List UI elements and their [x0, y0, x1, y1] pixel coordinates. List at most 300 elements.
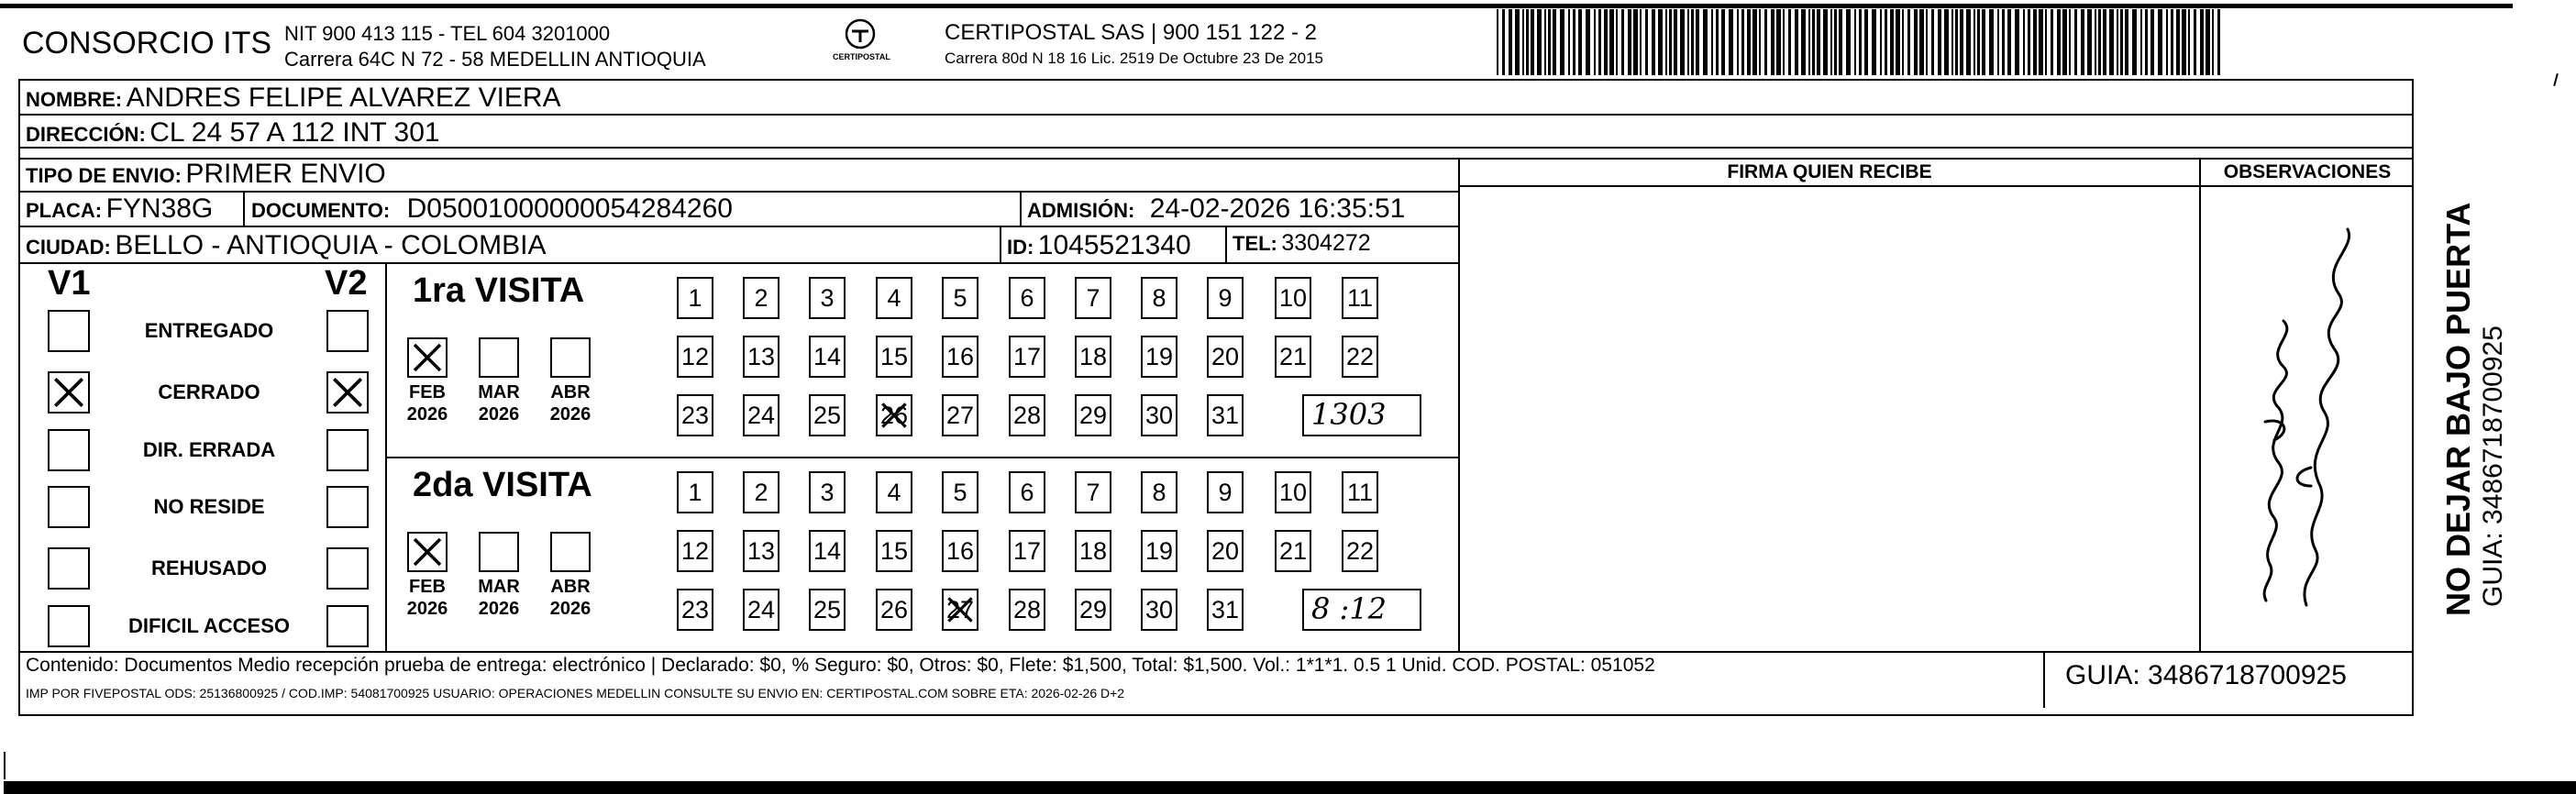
handwritten-time: 1303	[1302, 394, 1421, 436]
barcode-bar	[1776, 9, 1781, 75]
day-box[interactable]	[1275, 530, 1311, 572]
month-checkbox[interactable]	[479, 532, 519, 572]
day-box[interactable]	[942, 589, 978, 631]
barcode-bar	[2125, 9, 2128, 75]
barcode-bar	[1919, 9, 1924, 75]
barcode-bar	[1854, 9, 1856, 75]
barcode-bar	[1747, 9, 1751, 75]
barcode-bar	[1759, 9, 1761, 75]
barcode-bar	[2103, 9, 2106, 75]
barcode-bar	[1737, 9, 1739, 75]
barcode-bar	[1621, 9, 1624, 75]
footer-contenido: Contenido: Documentos Medio recepción prueba de entrega: electrónico | Declarado: $0, % Seguro: $0, Otros: $0, Flete: $1,500, Total: $1,500. Vol.: 1*1*1. 0.5 1 Unid. COD. POSTAL: 051052	[26, 655, 1655, 676]
v2-label: V2	[325, 264, 368, 303]
day-box[interactable]	[809, 394, 846, 436]
day-number: 20	[1211, 537, 1240, 565]
company-nit: NIT 900 413 115 - TEL 604 3201000	[284, 22, 611, 45]
barcode-bar	[2087, 9, 2092, 75]
barcode-bar	[1764, 9, 1767, 75]
day-number: 17	[1012, 343, 1042, 370]
barcode-bar	[1808, 9, 1810, 75]
x-mark-icon	[944, 590, 977, 629]
barcode-bar	[1509, 9, 1512, 75]
v1-checkbox[interactable]	[48, 371, 90, 414]
day-box[interactable]	[1009, 277, 1045, 319]
month-name: MAR	[478, 382, 520, 403]
v2-checkbox[interactable]	[326, 429, 369, 471]
barcode-bar	[1830, 9, 1832, 75]
day-number: 19	[1144, 343, 1174, 370]
ciudad-label: CIUDAD:	[26, 236, 111, 259]
barcode-bar	[1944, 9, 1949, 75]
day-box[interactable]	[942, 336, 978, 378]
barcode-bar	[1859, 9, 1862, 75]
barcode-bar	[2194, 9, 2196, 75]
day-box[interactable]	[809, 471, 846, 513]
tipo-row	[26, 159, 386, 190]
month-label	[471, 576, 526, 620]
day-number: 23	[680, 596, 710, 623]
day-box[interactable]	[677, 471, 713, 513]
day-box[interactable]	[942, 530, 978, 572]
barcode-bar	[1752, 9, 1757, 75]
month-name: FEB	[409, 577, 446, 597]
day-box[interactable]	[942, 471, 978, 513]
day-box[interactable]	[1075, 471, 1111, 513]
barcode	[1495, 9, 2228, 75]
barcode-bar	[1687, 9, 1689, 75]
day-box[interactable]	[1075, 394, 1111, 436]
day-number: 31	[1211, 402, 1240, 429]
barcode-bar	[1997, 9, 1999, 75]
day-number: 21	[1278, 343, 1308, 370]
barcode-bar	[1711, 9, 1713, 75]
barcode-bar	[1960, 9, 1963, 75]
barcode-bar	[1914, 9, 1918, 75]
day-box[interactable]	[1141, 471, 1177, 513]
day-box[interactable]	[1075, 589, 1111, 631]
barcode-bar	[1633, 9, 1638, 75]
barcode-bar	[1598, 9, 1601, 75]
x-mark-icon	[409, 339, 446, 376]
barcode-bar	[1955, 9, 1958, 75]
edge-mark	[2553, 73, 2559, 86]
month-label	[543, 576, 598, 620]
bottom-strip	[4, 781, 2576, 794]
barcode-bar	[2150, 9, 2154, 75]
day-box[interactable]	[743, 530, 779, 572]
day-box[interactable]	[1009, 589, 1045, 631]
day-box[interactable]	[1075, 336, 1111, 378]
barcode-bar	[1526, 9, 1529, 75]
day-box[interactable]	[677, 530, 713, 572]
barcode-bar	[1989, 9, 1994, 75]
barcode-bar	[1716, 9, 1719, 75]
barcode-bar	[1982, 9, 1985, 75]
month-label	[400, 381, 455, 425]
barcode-bar	[1907, 9, 1910, 75]
day-box[interactable]	[876, 471, 912, 513]
barcode-bar	[2188, 9, 2190, 75]
barcode-bar	[1691, 9, 1694, 75]
day-box[interactable]	[1275, 336, 1311, 378]
day-number: 4	[887, 479, 901, 506]
day-number: 28	[1012, 596, 1042, 623]
x-mark-icon	[50, 373, 88, 412]
day-number: 24	[746, 402, 776, 429]
day-number: 26	[879, 596, 909, 623]
x-mark-icon	[409, 534, 446, 570]
x-mark-icon	[328, 373, 367, 412]
month-checkbox[interactable]	[550, 337, 591, 378]
day-box[interactable]	[677, 336, 713, 378]
barcode-bar	[1834, 9, 1837, 75]
barcode-bar	[1926, 9, 1928, 75]
day-box[interactable]	[743, 471, 779, 513]
barcode-bar	[1890, 9, 1894, 75]
bottom-left-mark	[4, 752, 6, 779]
barcode-bar	[2158, 9, 2162, 75]
month-name: ABR	[550, 577, 591, 597]
v1-checkbox[interactable]	[48, 486, 90, 528]
month-year: 2026	[406, 599, 448, 619]
visit-divider	[385, 457, 1460, 458]
documento-label: DOCUMENTO:	[251, 199, 391, 222]
day-number: 1	[688, 284, 702, 312]
firma-header: FIRMA QUIEN RECIBE	[1727, 161, 1932, 182]
day-number: 19	[1144, 537, 1174, 565]
day-box[interactable]	[1207, 589, 1244, 631]
barcode-bar	[2109, 9, 2114, 75]
day-box[interactable]	[1075, 277, 1111, 319]
barcode-bar	[1497, 9, 1498, 75]
barcode-bar	[1537, 9, 1542, 75]
barcode-bar	[1502, 9, 1505, 75]
barcode-bar	[1640, 9, 1642, 75]
day-box[interactable]	[809, 589, 846, 631]
day-box[interactable]	[1141, 589, 1177, 631]
barcode-bar	[1544, 9, 1546, 75]
day-number: 25	[813, 402, 842, 429]
day-box[interactable]	[743, 277, 779, 319]
month-label	[543, 381, 598, 425]
barcode-bar	[2074, 9, 2077, 75]
day-number: 22	[1345, 537, 1375, 565]
day-box[interactable]	[677, 589, 713, 631]
barcode-bar	[1568, 9, 1570, 75]
barcode-bar	[2028, 9, 2030, 75]
direccion-value: CL 24 57 A 112 INT 301	[149, 117, 440, 148]
barcode-bar	[2176, 9, 2180, 75]
day-number: 29	[1078, 596, 1108, 623]
id-divider	[1000, 226, 1001, 262]
day-box[interactable]	[1207, 394, 1244, 436]
day-box[interactable]	[1075, 530, 1111, 572]
placa-divider	[243, 191, 245, 226]
barcode-bar	[1674, 9, 1677, 75]
top-border	[0, 4, 2513, 8]
day-number: 11	[1346, 284, 1374, 312]
day-box[interactable]	[743, 394, 779, 436]
day-box[interactable]	[942, 394, 978, 436]
barcode-bar	[1696, 9, 1699, 75]
day-box[interactable]	[1275, 471, 1311, 513]
day-number: 21	[1278, 537, 1308, 565]
barcode-bar	[2045, 9, 2047, 75]
v1-checkbox[interactable]	[48, 429, 90, 471]
day-box[interactable]	[1009, 336, 1045, 378]
barcode-bar	[1573, 9, 1575, 75]
day-box[interactable]	[809, 530, 846, 572]
barcode-bar	[1788, 9, 1791, 75]
day-box[interactable]	[942, 277, 978, 319]
v2-checkbox[interactable]	[326, 486, 369, 528]
day-box[interactable]	[743, 589, 779, 631]
day-box[interactable]	[876, 277, 912, 319]
barcode-bar	[1609, 9, 1614, 75]
barcode-bar	[1771, 9, 1774, 75]
day-box[interactable]	[1207, 530, 1244, 572]
day-box[interactable]	[677, 394, 713, 436]
barcode-bar	[1628, 9, 1631, 75]
barcode-bar	[1531, 9, 1534, 75]
id-field	[1007, 230, 1191, 261]
day-box[interactable]	[1207, 277, 1244, 319]
row-line-3	[18, 191, 1460, 193]
barcode-bar	[2120, 9, 2123, 75]
day-number: 13	[746, 343, 776, 370]
visit-title: 1ra VISITA	[413, 271, 585, 310]
v1-checkbox[interactable]	[48, 605, 90, 647]
status-label: ENTREGADO	[144, 319, 274, 342]
admision-value: 24-02-2026 16:35:51	[1149, 193, 1406, 224]
placa-label: PLACA:	[26, 199, 103, 222]
company-name: CONSORCIO ITS	[22, 26, 272, 61]
observation-handwriting	[2201, 193, 2412, 651]
day-number: 27	[945, 402, 975, 429]
barcode-bar	[2015, 9, 2019, 75]
v2-checkbox[interactable]	[326, 371, 369, 414]
barcode-bar	[1902, 9, 1904, 75]
day-number: 18	[1078, 343, 1108, 370]
day-box[interactable]	[1207, 336, 1244, 378]
day-box[interactable]	[1275, 277, 1311, 319]
documento-value: D05001000000054284260	[406, 193, 733, 224]
barcode-bar	[2206, 9, 2210, 75]
day-box[interactable]	[1342, 530, 1378, 572]
status-label: DIR. ERRADA	[142, 438, 276, 461]
row-line-4	[18, 226, 1460, 227]
barcode-bar	[1885, 9, 1887, 75]
day-number: 15	[879, 537, 909, 565]
barcode-bar	[1616, 9, 1618, 75]
placa-value: FYN38G	[105, 193, 214, 224]
day-number: 8	[1152, 479, 1166, 506]
day-number: 26	[879, 402, 909, 429]
day-number: 18	[1078, 537, 1108, 565]
nombre-label: NOMBRE:	[26, 88, 123, 111]
status-label: DIFICIL ACCESO	[127, 614, 290, 637]
v1-checkbox[interactable]	[48, 310, 90, 352]
day-box[interactable]	[1342, 336, 1378, 378]
footer-imp: IMP POR FIVEPOSTAL ODS: 25136800925 / COD.IMP: 54081700925 USUARIO: OPERACIONES MEDELLIN CONSULTE SU ENVIO EN: CERTIPOSTAL.COM SOBRE ETA: 2026-02-26 D+2	[26, 686, 1125, 700]
barcode-bar	[2039, 9, 2043, 75]
day-box[interactable]	[1141, 394, 1177, 436]
barcode-bar	[1658, 9, 1663, 75]
barcode-bar	[2033, 9, 2037, 75]
barcode-bar	[1880, 9, 1882, 75]
month-checkbox[interactable]	[479, 337, 519, 378]
barcode-bar	[1783, 9, 1785, 75]
day-box[interactable]	[876, 530, 912, 572]
v2-checkbox[interactable]	[326, 310, 369, 352]
day-number: 30	[1144, 596, 1174, 623]
barcode-bar	[2217, 9, 2220, 75]
x-mark-icon	[878, 396, 911, 435]
day-box[interactable]	[1009, 394, 1045, 436]
barcode-bar	[1645, 9, 1648, 75]
day-box[interactable]	[1009, 530, 1045, 572]
day-box[interactable]	[809, 277, 846, 319]
barcode-bar	[1665, 9, 1667, 75]
day-number: 17	[1012, 537, 1042, 565]
day-number: 14	[813, 343, 842, 370]
barcode-bar	[1594, 9, 1596, 75]
day-number: 12	[680, 343, 710, 370]
day-box[interactable]	[1342, 471, 1378, 513]
day-number: 16	[945, 343, 975, 370]
day-number: 24	[746, 596, 776, 623]
day-number: 31	[1211, 596, 1240, 623]
barcode-bar	[1680, 9, 1685, 75]
barcode-bar	[1839, 9, 1842, 75]
tipo-value: PRIMER ENVIO	[185, 159, 386, 189]
day-box[interactable]	[677, 277, 713, 319]
barcode-bar	[1652, 9, 1655, 75]
barcode-bar	[1586, 9, 1590, 75]
day-number: 23	[680, 402, 710, 429]
day-number: 1	[688, 479, 702, 506]
day-number: 9	[1218, 479, 1233, 506]
barcode-bar	[1721, 9, 1725, 75]
day-number: 3	[820, 284, 835, 312]
barcode-bar	[1515, 9, 1520, 75]
barcode-bar	[2057, 9, 2061, 75]
barcode-bar	[2002, 9, 2005, 75]
side-guia: GUIA: 3486718700925	[2478, 325, 2508, 607]
month-name: ABR	[550, 382, 591, 403]
day-box[interactable]	[743, 336, 779, 378]
day-box[interactable]	[1141, 336, 1177, 378]
day-mark	[878, 396, 911, 435]
barcode-bar	[2098, 9, 2101, 75]
tel-divider	[1225, 226, 1227, 262]
nombre-row	[26, 83, 561, 114]
barcode-bar	[2062, 9, 2067, 75]
barcode-bar	[1823, 9, 1828, 75]
day-number: 4	[887, 284, 901, 312]
barcode-bar	[2212, 9, 2214, 75]
barcode-bar	[1872, 9, 1876, 75]
side-warning: NO DEJAR BAJO PUERTA	[2439, 202, 2477, 616]
certipostal-logo-icon	[840, 18, 880, 53]
v2-checkbox[interactable]	[326, 605, 369, 647]
day-box[interactable]	[1141, 277, 1177, 319]
barcode-bar	[2081, 9, 2084, 75]
ciudad-field	[26, 230, 546, 261]
day-box[interactable]	[876, 394, 912, 436]
day-number: 12	[680, 537, 710, 565]
day-number: 30	[1144, 402, 1174, 429]
day-number: 10	[1278, 284, 1308, 312]
row-line-5	[18, 262, 1460, 264]
nombre-value: ANDRES FELIPE ALVAREZ VIERA	[126, 83, 561, 113]
carrier-address: Carrera 80d N 18 16 Lic. 2519 De Octubre 23 De 2015	[945, 50, 1323, 67]
v2-checkbox[interactable]	[326, 547, 369, 590]
day-number: 5	[953, 284, 967, 312]
col-firma-left	[1458, 158, 1460, 651]
day-box[interactable]	[1207, 471, 1244, 513]
barcode-bar	[1817, 9, 1820, 75]
footer-guia: GUIA: 3486718700925	[2065, 660, 2347, 690]
v1-checkbox[interactable]	[48, 547, 90, 590]
barcode-bar	[1864, 9, 1868, 75]
barcode-bar	[1604, 9, 1608, 75]
barcode-bar	[2145, 9, 2148, 75]
admision-field	[1027, 193, 1405, 225]
month-name: FEB	[409, 382, 446, 403]
day-number: 3	[820, 479, 835, 506]
month-checkbox[interactable]	[407, 337, 448, 378]
day-number: 8	[1152, 284, 1166, 312]
barcode-bar	[2200, 9, 2204, 75]
barcode-bar	[1812, 9, 1815, 75]
barcode-bar	[1973, 9, 1975, 75]
day-box[interactable]	[1009, 471, 1045, 513]
day-box[interactable]	[1141, 530, 1177, 572]
admision-label: ADMISIÓN:	[1027, 199, 1135, 222]
carrier-name: CERTIPOSTAL SAS | 900 151 122 - 2	[945, 20, 1317, 45]
month-year: 2026	[478, 404, 520, 425]
status-label: CERRADO	[158, 380, 260, 403]
barcode-bar	[2095, 9, 2096, 75]
day-number: 25	[813, 596, 842, 623]
barcode-bar	[1951, 9, 1953, 75]
barcode-bar	[1846, 9, 1851, 75]
company-address: Carrera 64C N 72 - 58 MEDELLIN ANTIOQUIA	[284, 48, 706, 71]
day-number: 5	[953, 479, 967, 506]
month-year: 2026	[406, 404, 448, 425]
barcode-bar	[2069, 9, 2071, 75]
row-line-1	[18, 114, 2414, 116]
barcode-bar	[1669, 9, 1672, 75]
barcode-bar	[2132, 9, 2137, 75]
day-number: 20	[1211, 343, 1240, 370]
month-checkbox[interactable]	[407, 532, 448, 572]
barcode-bar	[1560, 9, 1564, 75]
day-box[interactable]	[809, 336, 846, 378]
tipo-label: TIPO DE ENVIO:	[26, 164, 182, 187]
month-checkbox[interactable]	[550, 532, 591, 572]
barcode-bar	[1729, 9, 1733, 75]
barcode-bar	[1703, 9, 1708, 75]
day-box[interactable]	[876, 589, 912, 631]
day-number: 28	[1012, 402, 1042, 429]
day-box[interactable]	[1342, 277, 1378, 319]
day-number: 6	[1020, 479, 1034, 506]
day-box[interactable]	[876, 336, 912, 378]
barcode-bar	[1578, 9, 1582, 75]
